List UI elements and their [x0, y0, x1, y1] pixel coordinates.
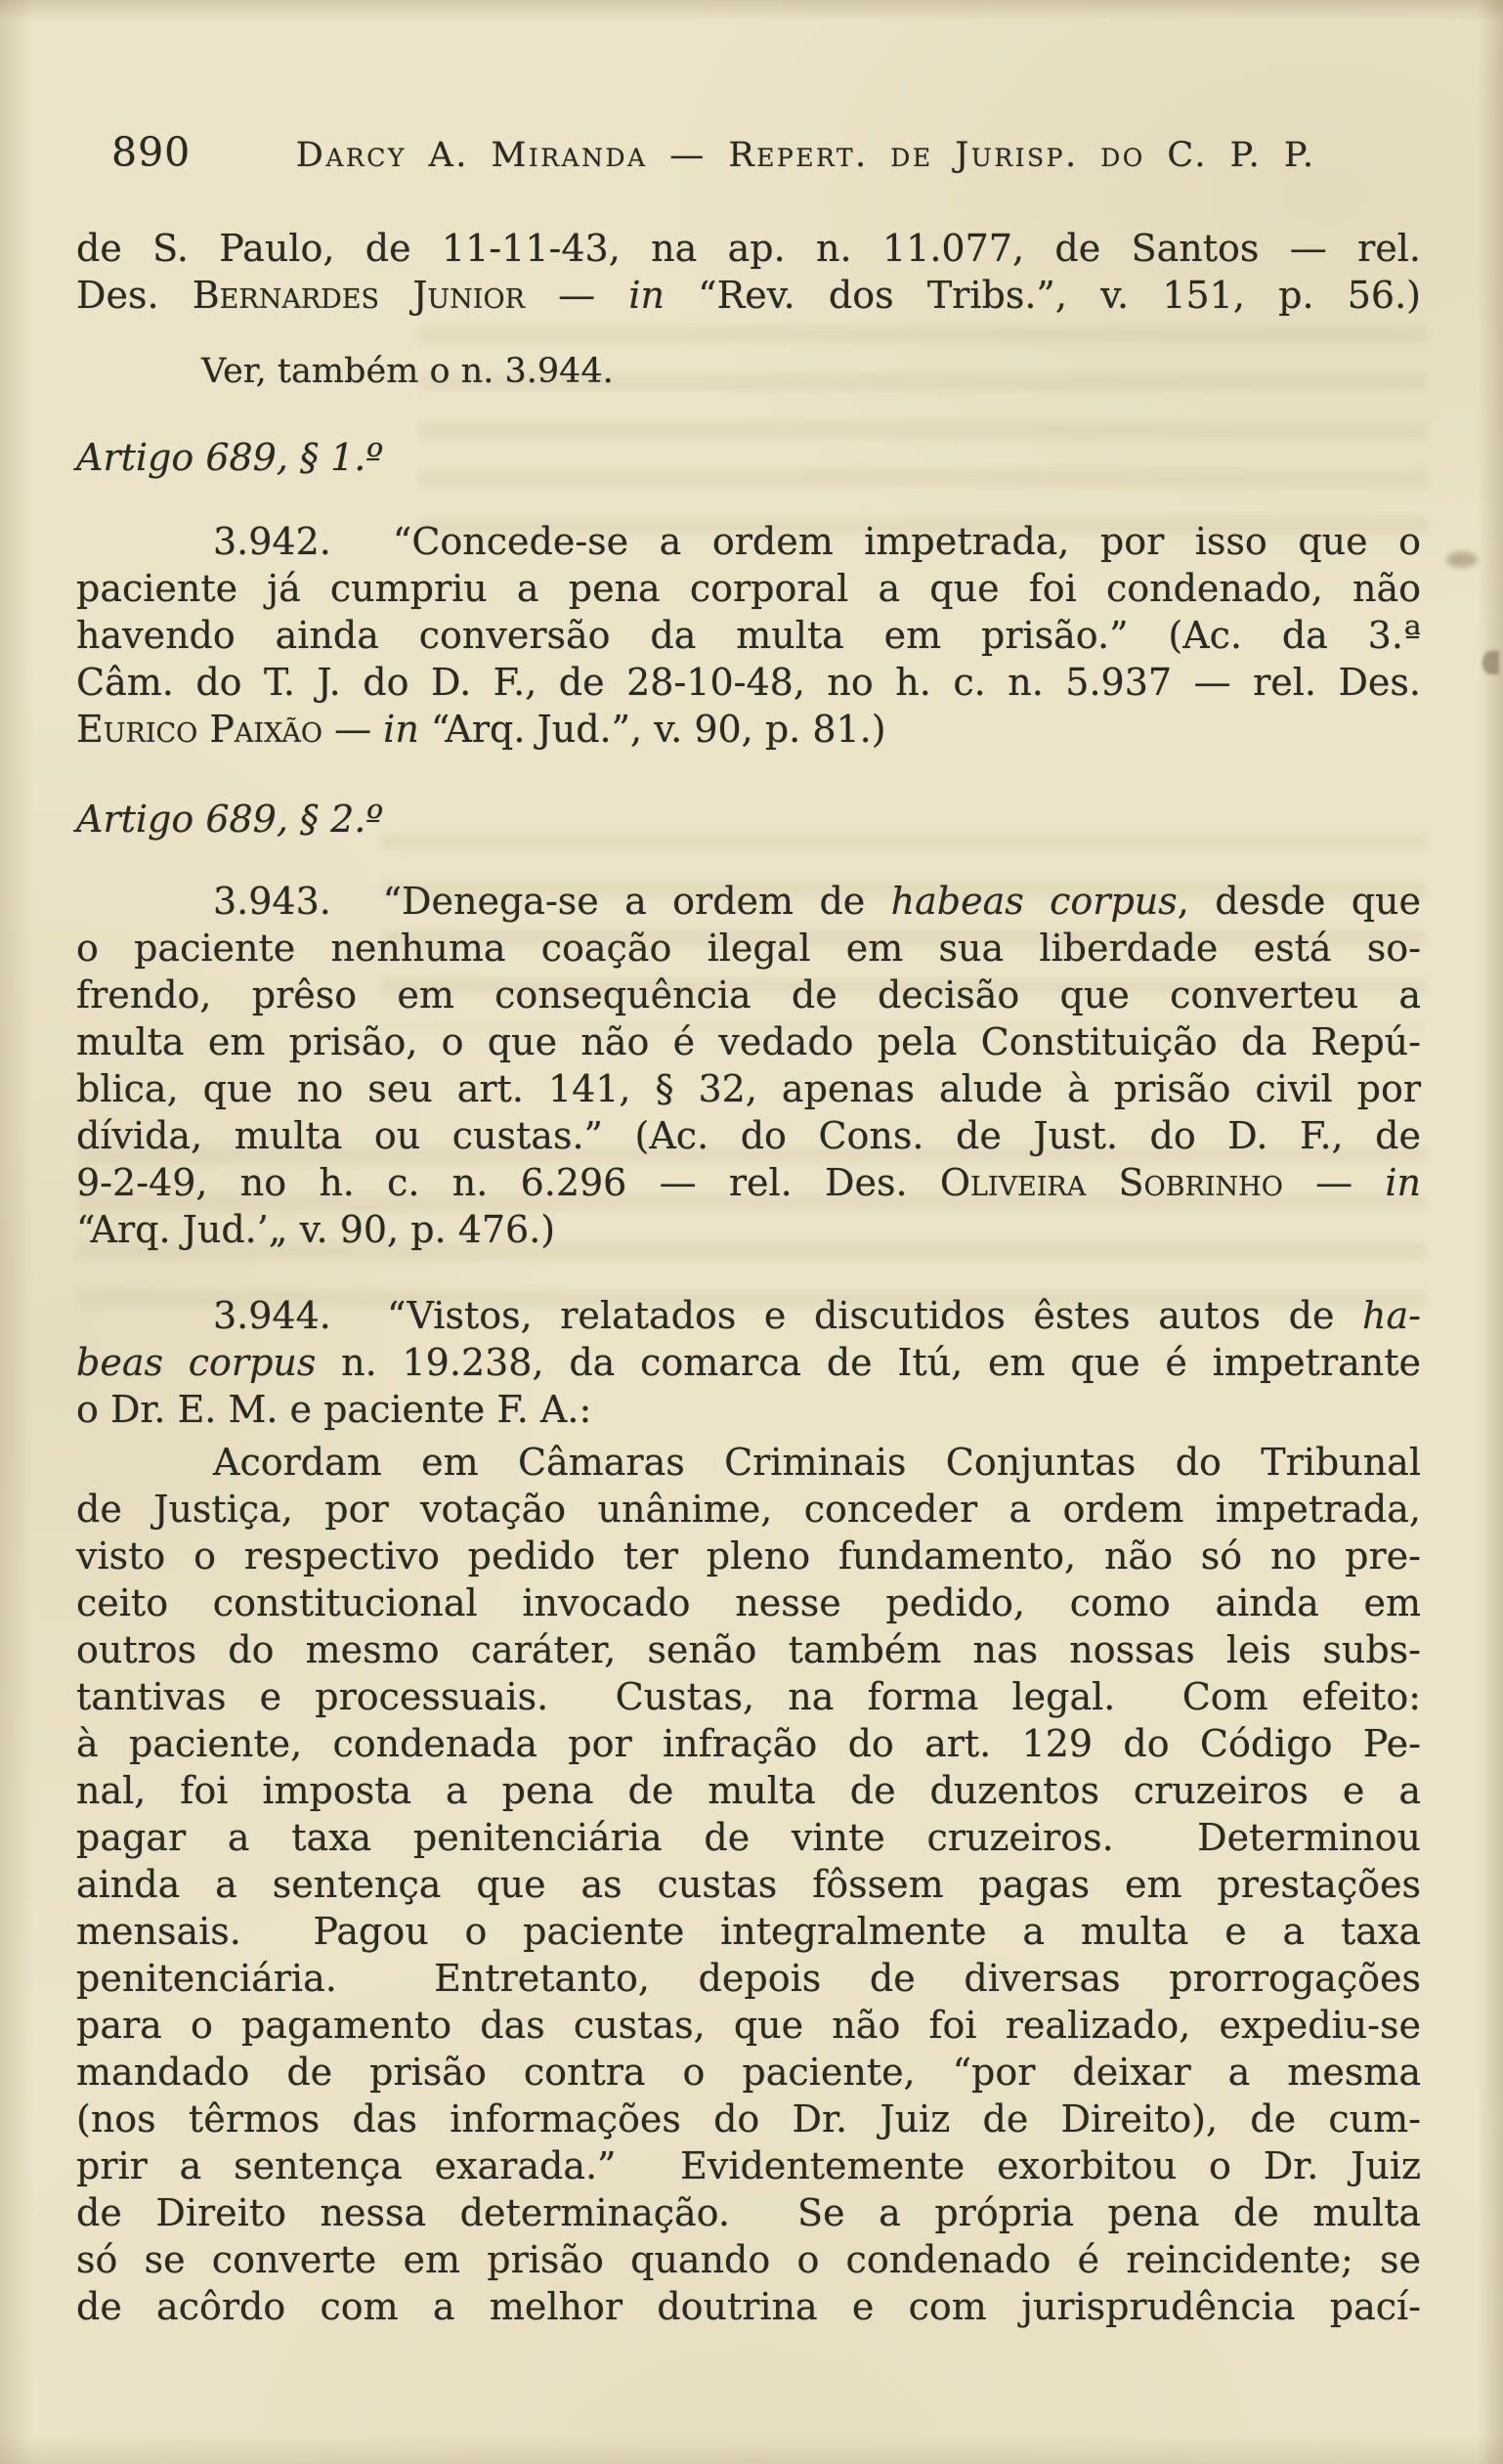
- paragraph-citation-santos: [76, 225, 1421, 319]
- text-line: de S. Paulo, de 11-11-43, na ap. n. 11.077, de Santos — rel.: [76, 227, 1421, 270]
- text-line: 3.944. “Vistos, relatados e discutidos êstes autos de ha-: [213, 1294, 1421, 1337]
- paragraph-3943: [76, 878, 1421, 1253]
- text-line: o Dr. E. M. e paciente F. A.:: [76, 1388, 592, 1431]
- text-line: visto o respectivo pedido ter pleno fundamento, não só no pre-: [76, 1535, 1421, 1578]
- text-line: só se converte em prisão quando o condenado é reincidente; se: [76, 2238, 1421, 2281]
- text-line: mensais. Pagou o paciente integralmente a multa e a taxa: [76, 1910, 1421, 1953]
- paragraph-3944-intro: [76, 1292, 1421, 1433]
- text-line: dívida, multa ou custas.” (Ac. do Cons. de Just. do D. F., de: [76, 1114, 1421, 1157]
- running-head: [0, 0, 1503, 176]
- text-line: prir a sentença exarada.” Evidentemente exorbitou o Dr. Juiz: [76, 2144, 1421, 2187]
- text-line: o paciente nenhuma coação ilegal em sua liberdade está so-: [76, 927, 1421, 970]
- cross-reference-note: [201, 348, 1421, 395]
- text-line: penitenciária. Entretanto, depois de diversas prorrogações: [76, 1957, 1421, 2000]
- running-title: Darcy A. Miranda — Repert. de Jurisp. do C. P. P.: [295, 136, 1316, 175]
- text-line: ainda a sentença que as custas fôssem pagas em prestações: [76, 1863, 1421, 1906]
- text-line: “Arq. Jud.’„ v. 90, p. 476.): [76, 1208, 556, 1251]
- heading-artigo-689-2: [76, 796, 1421, 843]
- page-body: [0, 225, 1503, 2330]
- text-line: ceito constitucional invocado nesse pedido, como ainda em: [76, 1581, 1421, 1624]
- text-line: multa em prisão, o que não é vedado pela Constituição da Repú-: [76, 1020, 1421, 1063]
- text-line: de Justiça, por votação unânime, conceder a ordem impetrada,: [76, 1488, 1421, 1531]
- text-line: Câm. do T. J. do D. F., de 28-10-48, no h. c. n. 5.937 — rel. Des.: [76, 661, 1421, 704]
- text-line: Artigo 689, § 2.º: [76, 798, 384, 841]
- text-line: de Direito nessa determinação. Se a própria pena de multa: [76, 2191, 1421, 2234]
- text-line: Acordam em Câmaras Criminais Conjuntas do Tribunal: [213, 1441, 1421, 1484]
- heading-artigo-689-1: [76, 434, 1421, 481]
- page-number: 890: [111, 129, 192, 176]
- text-line: mandado de prisão contra o paciente, “por deixar a mesma: [76, 2051, 1421, 2094]
- text-line: 3.942. “Concede-se a ordem impetrada, por isso que o: [213, 520, 1421, 563]
- text-line: Ver, também o n. 3.944.: [201, 352, 614, 391]
- text-line: Eurico Paixão — in “Arq. Jud.”, v. 90, p. 81.): [76, 708, 886, 751]
- text-line: outros do mesmo caráter, senão também nas nossas leis subs-: [76, 1628, 1421, 1671]
- text-line: Des. Bernardes Junior — in “Rev. dos Tribs.”, v. 151, p. 56.): [76, 274, 1421, 317]
- paragraph-3942: [76, 518, 1421, 753]
- text-line: nal, foi imposta a pena de multa de duzentos cruzeiros e a: [76, 1769, 1421, 1812]
- text-line: de acôrdo com a melhor doutrina e com jurisprudência pací-: [76, 2285, 1421, 2328]
- text-line: à paciente, condenada por infração do art. 129 do Código Pe-: [76, 1722, 1421, 1765]
- text-line: frendo, prêso em consequência de decisão que converteu a: [76, 973, 1421, 1016]
- text-line: paciente já cumpriu a pena corporal a que foi condenado, não: [76, 567, 1421, 610]
- text-line: 3.943. “Denega-se a ordem de habeas corpus, desde que: [213, 880, 1421, 923]
- text-line: pagar a taxa penitenciária de vinte cruzeiros. Determinou: [76, 1816, 1421, 1859]
- text-line: 9-2-49, no h. c. n. 6.296 — rel. Des. Oliveira Sobrinho — in: [76, 1161, 1421, 1204]
- text-line: beas corpus n. 19.238, da comarca de Itú, em que é impetrante: [76, 1341, 1421, 1384]
- text-line: blica, que no seu art. 141, § 32, apenas alude à prisão civil por: [76, 1067, 1421, 1110]
- text-line: para o pagamento das custas, que não foi realizado, expediu-se: [76, 2004, 1421, 2047]
- text-line: tantivas e processuais. Custas, na forma legal. Com efeito:: [76, 1675, 1421, 1718]
- text-line: havendo ainda conversão da multa em prisão.” (Ac. da 3.ª: [76, 614, 1421, 657]
- text-line: Artigo 689, § 1.º: [76, 436, 384, 479]
- text-line: (nos têrmos das informações do Dr. Juiz de Direito), de cum-: [76, 2097, 1421, 2140]
- paragraph-3944-acordam: [76, 1439, 1421, 2330]
